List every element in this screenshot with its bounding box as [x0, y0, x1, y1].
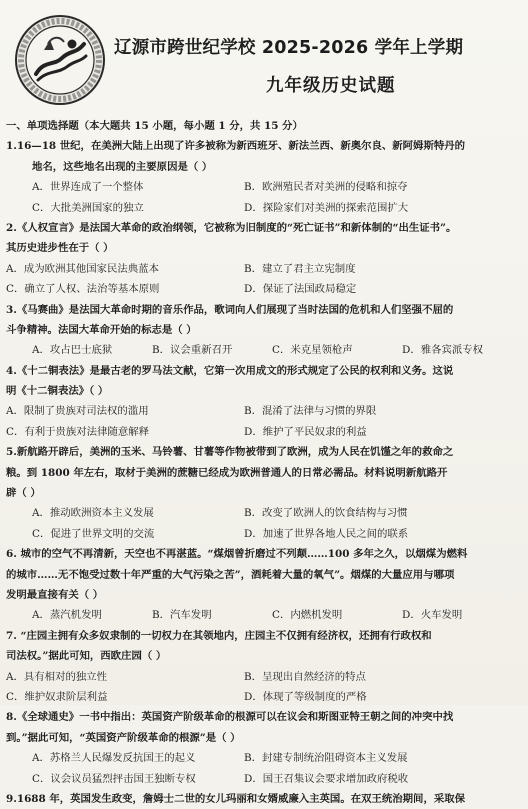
question-7-options-2	[6, 687, 522, 707]
question-1-options	[6, 177, 522, 197]
question-1-line-1: 1.16—18 世纪，在美洲大陆上出现了许多被称为新西班牙、新法兰西、新奥尔良、新阿姆斯特丹的	[6, 140, 466, 153]
option-b[interactable]: B．汽车发明	[152, 609, 212, 622]
question-7-options	[6, 667, 522, 687]
option-c[interactable]: C．有利于贵族对法律随意解释	[6, 425, 150, 438]
exam-title: 辽源市跨世纪学校 2025-2026 学年上学期	[114, 38, 464, 58]
option-d[interactable]: D．体现了等级制度的严格	[244, 690, 367, 703]
option-b[interactable]: B．改变了欧洲人的饮食结构与习惯	[244, 507, 408, 520]
option-d[interactable]: D．雅各宾派专权	[402, 344, 484, 357]
option-d[interactable]: D．国王召集议会要求增加政府税收	[244, 772, 409, 785]
exam-subtitle: 九年级历史试题	[266, 76, 396, 96]
question-2-line-2: 其历史进步性在于（ ）	[6, 242, 114, 255]
option-d[interactable]: D．加速了世界各地人民之间的联系	[244, 527, 409, 540]
question-1-line-2: 地名，这些地名出现的主要原因是（ ）	[32, 160, 213, 173]
option-b[interactable]: B．议会重新召开	[152, 344, 233, 357]
question-3-line-1: 3.《马赛曲》是法国大革命时期的音乐作品，歌词向人们展现了当时法国的危机和人们坚强不屈的	[6, 303, 454, 316]
option-b[interactable]: B．建立了君主立宪制度	[244, 262, 356, 275]
option-c[interactable]: C．议会议员猛烈抨击国王独断专权	[32, 772, 196, 785]
question-4-line-1: 4.《十二铜表法》是最古老的罗马法文献，它第一次用成文的形式规定了公民的权利和义务。这说	[6, 364, 454, 377]
question-5-line-1: 5.新航路开辟后，美洲的玉米、马铃薯、甘薯等作物被带到了欧洲，成为人民在饥馑之年的救命之	[6, 446, 454, 459]
option-d[interactable]: D．探险家们对美洲的探索范围扩大	[244, 201, 409, 214]
option-c[interactable]: C．大批美洲国家的独立	[32, 201, 144, 214]
question-9-line-1: 9.1688 年，英国发生政变，詹姆士二世的女儿玛丽和女婿威廉入主英国。在双王统治期间，采取保	[6, 792, 466, 805]
option-a[interactable]: A．苏格兰人民爆发反抗国王的起义	[32, 752, 196, 765]
option-b[interactable]: B．欧洲殖民者对美洲的侵略和掠夺	[244, 181, 408, 194]
question-6-line-1: 6. 城市的空气不再清新，天空也不再湛蓝。“煤烟曾折磨过不列颠……100 多年之久，以烟煤为燃料	[6, 548, 468, 561]
school-logo-emblem	[14, 14, 106, 106]
question-2-line-1: 2.《人权宣言》是法国大革命的政治纲领，它被称为旧制度的“死亡证书”和新体制的“出生证书”。	[6, 221, 457, 234]
option-b[interactable]: B．呈现出自然经济的特点	[244, 670, 366, 683]
option-a[interactable]: A．推动欧洲资本主义发展	[32, 507, 154, 520]
question-6-line-2: 的城市……无不饱受过数十年严重的大气污染之苦”，酒耗着大量的氧气”。烟煤的大量应用与哪项	[6, 568, 455, 581]
question-5-line-2: 粮。到 1800 年左右，取材于美洲的蔗糖已经成为欧洲普通人的日常必需品。材料说明新航路开	[6, 466, 448, 479]
question-6-line-3: 发明最直接有关（ ）	[6, 588, 104, 601]
option-a[interactable]: A．世界连成了一个整体	[32, 181, 144, 194]
question-5-line-3: 辟（ ）	[6, 487, 41, 500]
option-c[interactable]: C．米克星领枪声	[272, 344, 353, 357]
question-7-line-2: 司法权。”据此可知，西欧庄园（ ）	[6, 650, 167, 663]
question-3-options	[6, 340, 522, 360]
question-1-options-2	[6, 198, 522, 218]
option-b[interactable]: B．混淆了法律与习惯的界限	[244, 405, 377, 418]
question-8-options-2	[6, 769, 522, 789]
question-6-options	[6, 605, 522, 625]
option-a[interactable]: A．成为欧洲其他国家民法典蓝本	[6, 262, 159, 275]
question-8-line-1: 8.《全球通史》一书中指出：英国资产阶级革命的根源可以在议会和斯图亚特王朝之间的冲突中找	[6, 711, 454, 724]
option-c[interactable]: C．维护奴隶阶层利益	[6, 690, 108, 703]
question-5-options	[6, 503, 522, 523]
option-a[interactable]: A．攻占巴士底狱	[32, 344, 113, 357]
question-5-options-2	[6, 524, 522, 544]
question-3-line-2: 斗争精神。法国大革命开始的标志是（ ）	[6, 323, 197, 336]
question-2-options-2	[6, 279, 522, 299]
option-a[interactable]: A．限制了贵族对司法权的滥用	[6, 405, 149, 418]
option-c[interactable]: C．内燃机发明	[272, 609, 343, 622]
option-c[interactable]: C．促进了世界文明的交流	[32, 527, 155, 540]
question-4-options-2	[6, 422, 522, 442]
option-b[interactable]: B．封建专制统治阻碍资本主义发展	[244, 752, 408, 765]
section-heading: 一、单项选择题（本大题共 15 小题，每小题 1 分，共 15 分）	[6, 120, 303, 132]
option-d[interactable]: D．保证了法国政局稳定	[244, 283, 357, 296]
option-a[interactable]: A．具有相对的独立性	[6, 670, 108, 683]
option-d[interactable]: D．维护了平民奴隶的利益	[244, 425, 367, 438]
option-c[interactable]: C．确立了人权、法治等基本原则	[6, 283, 160, 296]
question-8-options	[6, 748, 522, 768]
question-4-line-2: 明《十二铜表法》（ ）	[6, 385, 109, 398]
question-2-options	[6, 259, 522, 279]
question-8-line-2: 到。”据此可知，“英国资产阶级革命的根源”是（ ）	[6, 731, 241, 744]
question-7-line-1: 7. “庄园主拥有众多奴隶制的一切权力在其领地内，庄园主不仅拥有经济权，还拥有行政权和	[6, 629, 432, 642]
question-4-options	[6, 401, 522, 421]
option-d[interactable]: D．火车发明	[402, 609, 463, 622]
option-a[interactable]: A．蒸汽机发明	[32, 609, 102, 622]
exam-body	[6, 116, 522, 809]
